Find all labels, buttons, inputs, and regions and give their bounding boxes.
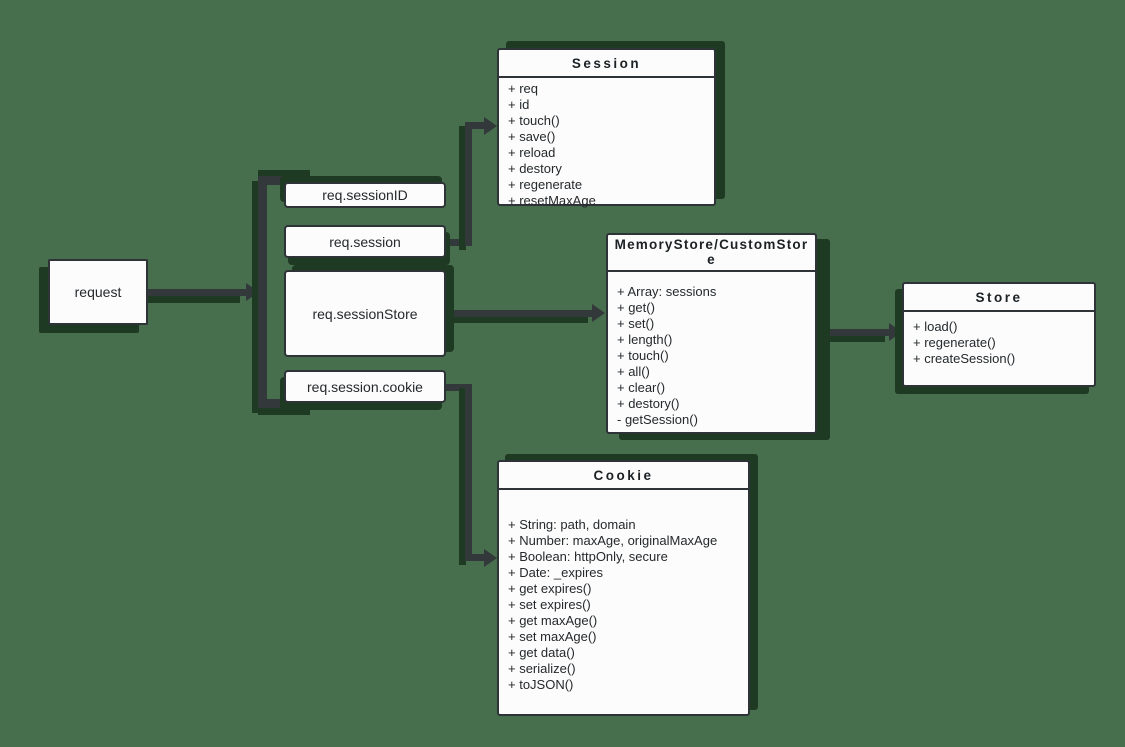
class-member: + regenerate() — [913, 335, 996, 350]
class-member: + resetMaxAge — [508, 193, 596, 208]
class-member: + Array: sessions — [617, 284, 717, 299]
class-title-store: Store — [904, 284, 1094, 312]
class-title-session: Session — [499, 50, 714, 78]
connector-arrowhead-icon — [484, 549, 497, 567]
class-members-store — [904, 312, 1094, 367]
node-req-session-cookie-label: req.session.cookie — [307, 378, 423, 395]
class-members-session — [499, 78, 714, 209]
class-member: + save() — [508, 129, 556, 144]
connector-arrowhead-icon — [484, 117, 497, 135]
class-member: + load() — [913, 319, 958, 334]
class-member: + set() — [617, 316, 655, 331]
class-member: + Date: _expires — [508, 565, 604, 580]
class-members-cookie — [499, 490, 748, 693]
class-member: + all() — [617, 364, 650, 379]
class-member: + Number: maxAge, originalMaxAge — [508, 533, 718, 548]
class-member: + toJSON() — [508, 677, 574, 692]
connector-session-h2 — [465, 122, 484, 129]
class-title-memory-store: MemoryStore/CustomStore — [608, 235, 815, 272]
connector-cookie-vertical — [465, 384, 472, 561]
class-member: + Boolean: httpOnly, secure — [508, 549, 668, 564]
class-member: + serialize() — [508, 661, 576, 676]
class-members-memory-store — [608, 272, 815, 428]
class-member: + clear() — [617, 380, 666, 395]
node-req-session — [284, 225, 446, 258]
class-member: - getSession() — [617, 412, 698, 427]
bracket-vertical-line — [258, 176, 267, 408]
connector-arrowhead-icon — [889, 323, 902, 341]
connector-request-line — [148, 289, 246, 296]
class-member: + get expires() — [508, 581, 592, 596]
node-req-session-cookie — [284, 370, 446, 403]
class-box-store — [902, 282, 1096, 387]
class-member: + set expires() — [508, 597, 591, 612]
class-member: + touch() — [617, 348, 669, 363]
class-member: + req — [508, 81, 538, 96]
class-box-cookie — [497, 460, 750, 716]
node-req-session-id-label: req.sessionID — [322, 187, 408, 203]
class-member: + destory — [508, 161, 562, 176]
connector-session-vertical — [465, 122, 472, 246]
class-member: + get() — [617, 300, 655, 315]
class-box-session — [497, 48, 716, 206]
class-member: + createSession() — [913, 351, 1016, 366]
connector-cookie-h2 — [465, 554, 484, 561]
class-member: + length() — [617, 332, 673, 347]
connector-store-line — [446, 310, 592, 317]
class-member: + set maxAge() — [508, 629, 597, 644]
class-member: + String: path, domain — [508, 517, 636, 532]
node-req-session-label: req.session — [329, 233, 401, 250]
class-member: + regenerate — [508, 177, 583, 192]
class-title-cookie: Cookie — [499, 462, 748, 490]
class-member: + id — [508, 97, 530, 112]
node-request — [48, 259, 148, 325]
class-member: + touch() — [508, 113, 560, 128]
class-member: + destory() — [617, 396, 680, 411]
connector-memory-store-line — [817, 329, 889, 336]
node-req-session-store-label: req.sessionStore — [312, 305, 418, 322]
node-request-label: request — [74, 284, 122, 300]
class-member: + get data() — [508, 645, 575, 660]
class-box-memory-store — [606, 233, 817, 434]
class-member: + get maxAge() — [508, 613, 598, 628]
connector-arrowhead-icon — [592, 304, 605, 322]
node-req-session-id — [284, 182, 446, 208]
class-member: + reload — [508, 145, 556, 160]
node-req-session-store — [284, 270, 446, 357]
